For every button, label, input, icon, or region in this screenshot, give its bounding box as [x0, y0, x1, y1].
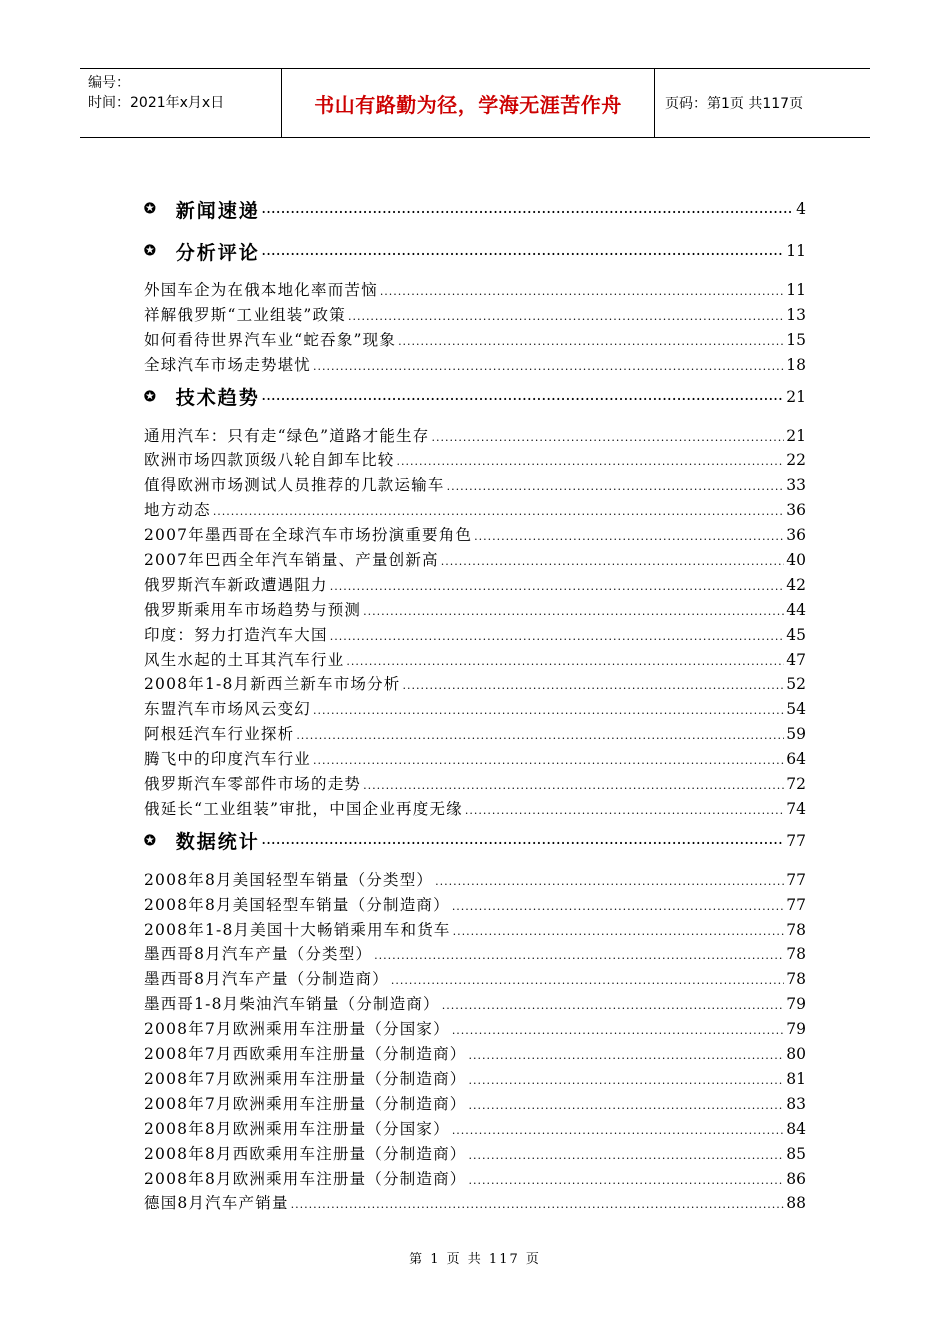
toc-entry[interactable]	[144, 1117, 806, 1142]
toc-title: 全球汽车市场走势堪忧	[144, 355, 312, 374]
toc-page-number: 72	[786, 775, 806, 794]
toc-entry[interactable]	[144, 772, 806, 797]
toc-entry[interactable]	[144, 424, 806, 449]
toc-page-number: 13	[786, 305, 806, 324]
dot-leader	[313, 704, 784, 717]
toc-page-number: 18	[786, 355, 806, 374]
toc-title: 2008年8月美国轻型车销量（分类型）	[144, 870, 434, 889]
star-bullet-icon: ✪	[144, 832, 156, 849]
dot-leader	[447, 480, 785, 493]
toc-title: 风生水起的土耳其汽车行业	[144, 650, 345, 669]
toc-title: 墨西哥1-8月柴油汽车销量（分制造商）	[144, 995, 440, 1014]
toc-title: 数据统计	[175, 831, 260, 854]
dot-leader	[374, 949, 784, 962]
toc-entry[interactable]	[144, 548, 806, 573]
toc-entry[interactable]	[144, 967, 806, 992]
star-bullet-icon: ✪	[144, 243, 156, 259]
toc-entry[interactable]	[144, 672, 806, 697]
dot-leader	[330, 630, 785, 643]
toc-title: 分析评论	[175, 241, 260, 264]
dot-leader	[391, 974, 784, 987]
page-header	[80, 68, 870, 138]
toc-section-heading[interactable]	[144, 382, 806, 412]
toc-entry[interactable]	[144, 797, 806, 822]
toc-entry[interactable]	[144, 573, 806, 598]
toc-title: 通用汽车：只有走“绿色”道路才能生存	[144, 426, 430, 445]
dot-leader	[435, 875, 784, 888]
toc-entry[interactable]	[144, 328, 806, 353]
toc-page-number: 88	[786, 1194, 806, 1213]
toc-page-number: 15	[786, 330, 806, 349]
toc-entry[interactable]	[144, 498, 806, 523]
dot-leader	[296, 729, 784, 742]
toc-title: 俄延长“工业组装”审批，中国企业再度无缘	[144, 799, 463, 818]
toc-entry[interactable]	[144, 448, 806, 473]
toc-entry[interactable]	[144, 942, 806, 967]
toc-title: 俄罗斯汽车新政遭遇阻力	[144, 575, 328, 594]
toc-title: 2008年7月西欧乘用车注册量（分制造商）	[144, 1045, 467, 1064]
toc-title: 2008年7月欧洲乘用车注册量（分国家）	[144, 1020, 450, 1039]
toc-page-number: 78	[786, 920, 806, 939]
toc-entry[interactable]	[144, 1167, 806, 1192]
toc-title: 东盟汽车市场风云变幻	[144, 700, 312, 719]
toc-entry[interactable]	[144, 648, 806, 673]
dot-leader	[452, 1024, 784, 1037]
toc-entry[interactable]	[144, 623, 806, 648]
toc-title: 值得欧洲市场测试人员推荐的几款运输车	[144, 476, 445, 495]
dot-leader	[262, 390, 785, 403]
dot-leader	[442, 999, 785, 1012]
toc-title: 欧洲市场四款顶级八轮自卸车比较	[144, 451, 395, 470]
toc-title: 2008年7月欧洲乘用车注册量（分制造商）	[144, 1094, 467, 1113]
dot-leader	[262, 834, 785, 847]
dot-leader	[363, 779, 784, 792]
toc-page-number: 42	[786, 575, 806, 594]
toc-page-number: 45	[786, 625, 806, 644]
toc-page-number: 21	[786, 426, 806, 445]
toc-title: 2007年墨西哥在全球汽车市场扮演重要角色	[144, 526, 473, 545]
toc-title: 德国8月汽车产销量	[144, 1194, 289, 1213]
toc-page-number: 11	[786, 281, 806, 299]
dot-leader	[397, 455, 785, 468]
toc-page-number: 54	[786, 700, 806, 719]
toc-page-number: 84	[786, 1119, 806, 1138]
toc-title: 2008年8月欧洲乘用车注册量（分国家）	[144, 1119, 450, 1138]
toc-page-number: 59	[786, 725, 806, 744]
dot-leader	[465, 804, 784, 817]
dot-leader	[213, 505, 784, 518]
dot-leader	[469, 1074, 785, 1087]
toc-entry[interactable]	[144, 992, 806, 1017]
toc-title: 阿根廷汽车行业探析	[144, 725, 295, 744]
toc-page-number: 77	[786, 870, 806, 889]
toc-entry[interactable]	[144, 747, 806, 772]
dot-leader	[348, 310, 784, 323]
table-of-contents	[144, 190, 806, 1216]
toc-page-number: 33	[786, 476, 806, 495]
toc-page-number: 22	[786, 451, 806, 470]
dot-leader	[330, 580, 785, 593]
date-line: 时间：2021年x月x日	[88, 95, 225, 111]
toc-page-number: 74	[786, 799, 806, 818]
dot-leader	[474, 530, 784, 543]
toc-page-number: 77	[786, 895, 806, 914]
toc-page-number: 83	[786, 1094, 806, 1113]
toc-entry[interactable]	[144, 893, 806, 918]
toc-entry[interactable]	[144, 697, 806, 722]
toc-entry[interactable]	[144, 278, 806, 303]
toc-page-number: 80	[786, 1045, 806, 1064]
dot-leader	[346, 655, 784, 668]
toc-entry[interactable]	[144, 353, 806, 378]
toc-entry[interactable]	[144, 1191, 806, 1216]
dot-leader	[469, 1149, 785, 1162]
toc-title: 墨西哥8月汽车产量（分制造商）	[144, 970, 389, 989]
toc-section-heading[interactable]	[144, 826, 806, 856]
toc-entry[interactable]	[144, 868, 806, 893]
toc-title: 地方动态	[144, 501, 211, 520]
dot-leader	[398, 335, 784, 348]
toc-page-number: 78	[786, 970, 806, 989]
toc-page-number: 85	[786, 1144, 806, 1163]
dot-leader	[291, 1198, 785, 1211]
toc-page-number: 44	[786, 600, 806, 619]
toc-page-number: 79	[786, 1020, 806, 1039]
toc-page-number: 52	[786, 675, 806, 694]
toc-title: 2008年8月西欧乘用车注册量（分制造商）	[144, 1144, 467, 1163]
toc-page-number: 21	[786, 387, 806, 406]
toc-title: 2008年8月美国轻型车销量（分制造商）	[144, 895, 450, 914]
dot-leader	[452, 1124, 784, 1137]
toc-page-number: 36	[786, 526, 806, 545]
dot-leader	[313, 360, 784, 373]
dot-leader	[431, 431, 784, 444]
toc-page-number: 81	[786, 1069, 806, 1088]
toc-entry[interactable]	[144, 523, 806, 548]
toc-title: 2008年1-8月美国十大畅销乘用车和货车	[144, 920, 451, 939]
dot-leader	[441, 555, 785, 568]
toc-title: 2007年巴西全年汽车销量、产量创新高	[144, 551, 439, 570]
dot-leader	[453, 925, 785, 938]
star-bullet-icon: ✪	[144, 201, 156, 217]
toc-page-number: 36	[786, 501, 806, 520]
toc-title: 俄罗斯汽车零部件市场的走势	[144, 775, 362, 794]
toc-page-number: 64	[786, 750, 806, 769]
dot-leader	[469, 1174, 785, 1187]
header-motto: 书山有路勤为径，学海无涯苦作舟	[282, 69, 655, 137]
toc-title: 祥解俄罗斯“工业组装”政策	[144, 305, 346, 324]
toc-page-number: 86	[786, 1169, 806, 1188]
toc-entry[interactable]	[144, 598, 806, 623]
dot-leader	[403, 679, 785, 692]
header-meta	[80, 69, 282, 137]
toc-page-number: 4	[796, 200, 806, 218]
toc-page-number: 78	[786, 945, 806, 964]
dot-leader	[469, 1099, 785, 1112]
toc-title: 2008年8月欧洲乘用车注册量（分制造商）	[144, 1169, 467, 1188]
toc-entry[interactable]	[144, 1017, 806, 1042]
toc-title: 外国车企为在俄本地化率而苦恼	[144, 281, 378, 299]
dot-leader	[262, 203, 794, 216]
toc-page-number: 77	[786, 831, 806, 850]
toc-page-number: 40	[786, 551, 806, 570]
page-footer: 第 1 页 共 117 页	[409, 1252, 541, 1267]
code-label: 编号：	[88, 75, 130, 91]
toc-title: 俄罗斯乘用车市场趋势与预测	[144, 600, 362, 619]
toc-title: 2008年1-8月新西兰新车市场分析	[144, 675, 401, 694]
toc-entry[interactable]	[144, 303, 806, 328]
dot-leader	[363, 605, 784, 618]
toc-page-number: 79	[786, 995, 806, 1014]
dot-leader	[469, 1049, 785, 1062]
toc-entry[interactable]	[144, 473, 806, 498]
dot-leader	[313, 754, 784, 767]
dot-leader	[262, 245, 785, 258]
toc-section-heading[interactable]	[144, 236, 806, 266]
star-bullet-icon: ✪	[144, 388, 156, 405]
toc-title: 2008年7月欧洲乘用车注册量（分制造商）	[144, 1069, 467, 1088]
header-page-info: 页码：第1页 共117页	[665, 96, 804, 112]
toc-title: 印度：努力打造汽车大国	[144, 625, 328, 644]
toc-entry[interactable]	[144, 918, 806, 943]
toc-entry[interactable]	[144, 722, 806, 747]
dot-leader	[380, 285, 784, 298]
dot-leader	[452, 900, 784, 913]
toc-title: 技术趋势	[175, 387, 260, 410]
toc-title: 墨西哥8月汽车产量（分类型）	[144, 945, 373, 964]
toc-entry[interactable]	[144, 1092, 806, 1117]
toc-title: 新闻速递	[175, 199, 260, 222]
toc-section-heading[interactable]	[144, 194, 806, 224]
toc-entry[interactable]	[144, 1067, 806, 1092]
toc-title: 腾飞中的印度汽车行业	[144, 750, 312, 769]
toc-page-number: 11	[786, 242, 806, 260]
toc-page-number: 47	[786, 650, 806, 669]
toc-title: 如何看待世界汽车业“蛇吞象”现象	[144, 330, 397, 349]
toc-entry[interactable]	[144, 1042, 806, 1067]
toc-entry[interactable]	[144, 1142, 806, 1167]
